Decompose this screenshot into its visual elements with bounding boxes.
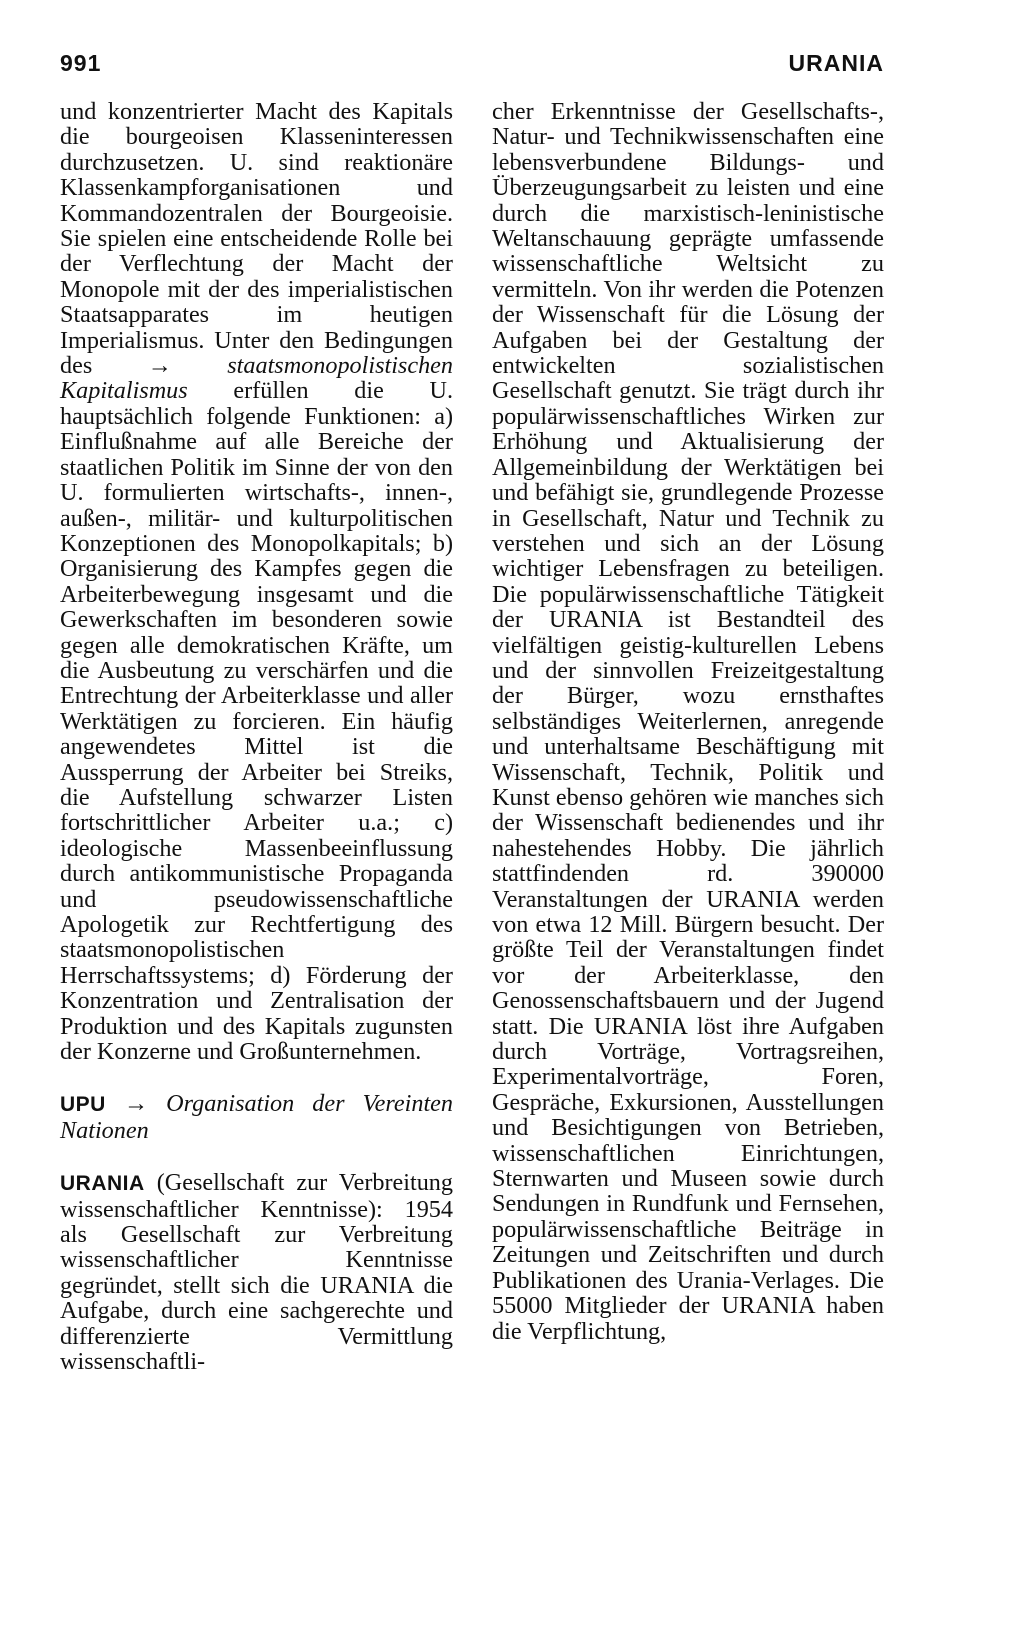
cross-reference: staatsmonopolistischen Kapitalismus — [60, 352, 454, 405]
left-column — [60, 99, 453, 1375]
entry-keyword-urania: URANIA — [60, 1172, 145, 1196]
arrow-icon: → — [123, 1090, 149, 1118]
continuation-text-2: erfüllen die U. hauptsächlich folgende Funktionen: a) Einflußnahme auf alle Bereiche der staatlichen Politik im Sinne der von den U. formulierten wirtschafts-, innen-, außen-, militär- und kulturpolitischen Konzeptionen des Monopolkapitals; b) Organisierung des Kampfes gegen die Arbeiterbewegung insgesamt und die Gewerkschaften im besonderen sowie gegen alle demokratischen Kräfte, um die Ausbeutung zu verschärfen und die Entrechtung der Arbeiterklasse und aller Werktätigen zu forcieren. Ein häufig angewendetes Mittel ist die Aussperrung der Arbeiter bei Streiks, die Aufstellung schwarzer Listen fortschrittlicher Arbeiter u.a.; c) ideologische Massenbeeinflussung durch antikommunistische Propaganda und pseudowissenschaftliche Apologetik zur Rechtfertigung des staatsmonopolistischen Herrschaftssystems; d) Förderung der Konzentration und Zentralisation der Produktion und des Kapitals zugunsten der Konzerne und Großunternehmen. — [60, 377, 454, 1066]
arrow-icon: → — [147, 352, 172, 380]
page-number: 991 — [60, 50, 102, 76]
right-column — [492, 99, 884, 1344]
continuation-text: und konzentrierter Macht des Kapitals die bourgeoisen Klasseninteressen durchzusetzen. U. sind reaktionäre Klassenkampforganisationen und Kommandozentralen der Bourgeoisie. Sie spielen eine entscheidende Rolle bei der Verflechtung der Macht der Monopole mit der des imperialistischen Staatsapparates im heutigen Imperialismus. Unter den Bedingungen des — [60, 98, 453, 380]
entry-urania — [60, 1170, 453, 1374]
entry-keyword-upu: UPU — [60, 1093, 106, 1117]
cross-reference-upu: Organisation der Vereinten Nationen — [60, 1090, 454, 1144]
entry-upu — [60, 1091, 453, 1143]
continuation-paragraph — [60, 99, 453, 1064]
running-title: URANIA — [788, 50, 884, 76]
entry-text-urania: (Gesellschaft zur Verbreitung wissenschaftlicher Kenntnisse): 1954 als Gesellschaft zur Verbreitung wissenschaftlicher Kenntnisse gegründet, stellt sich die URANIA die Aufgabe, durch eine sachgerechte und differenzierte Vermittlung wissenschaftli- — [60, 1169, 453, 1376]
urania-continuation: cher Erkenntnisse der Gesellschafts-, Natur- und Technikwissenschaften eine lebensverbundene Bildungs- und Überzeugungsarbeit zu leisten und eine durch die marxistisch-leninistische Weltanschauung geprägte umfassende wissenschaftliche Weltsicht zu vermitteln. Von ihr werden die Potenzen der Wissenschaft für die Lösung der Aufgaben bei der Gestaltung der entwickelten sozialistischen Gesellschaft genutzt. Sie trägt durch ihr populärwissenschaftliches Wirken zur Erhöhung und Aktualisierung der Allgemeinbildung der Werktätigen bei und befähigt sie, grundlegende Prozesse in Gesellschaft, Natur und Technik zu verstehen und sich an der Lösung wichtiger Lebensfragen zu beteiligen. Die populärwissenschaftliche Tätigkeit der URANIA ist Bestandteil des vielfältigen geistig-kulturellen Lebens und der sinnvollen Freizeitgestaltung der Bürger, wozu ernsthaftes selbständiges Weiterlernen, anregende und unterhaltsame Beschäftigung mit Wissenschaft, Technik, Politik und Kunst ebenso gehören wie manches sich der Wissenschaft bedienendes und ihr nahestehendes Hobby. Die jährlich stattfindenden rd. 390000 Veranstaltungen der URANIA werden von etwa 12 Mill. Bürgern besucht. Der größte Teil der Veranstaltungen findet vor der Arbeiterklasse, den Genossenschaftsbauern und der Jugend statt. Die URANIA löst ihre Aufgaben durch Vorträge, Vortragsreihen, Experimentalvorträge, Foren, Gespräche, Exkursionen, Ausstellungen und Besichtigungen von Betrieben, wissenschaftlichen Einrichtungen, Sternwarten und Museen sowie durch Sendungen in Rundfunk und Fernsehen, populärwissenschaftliche Beiträge in Zeitungen und Zeitschriften und durch Publikationen des Urania-Verlages. Die 55000 Mitglieder der URANIA haben die Verpflichtung, — [492, 98, 884, 1345]
